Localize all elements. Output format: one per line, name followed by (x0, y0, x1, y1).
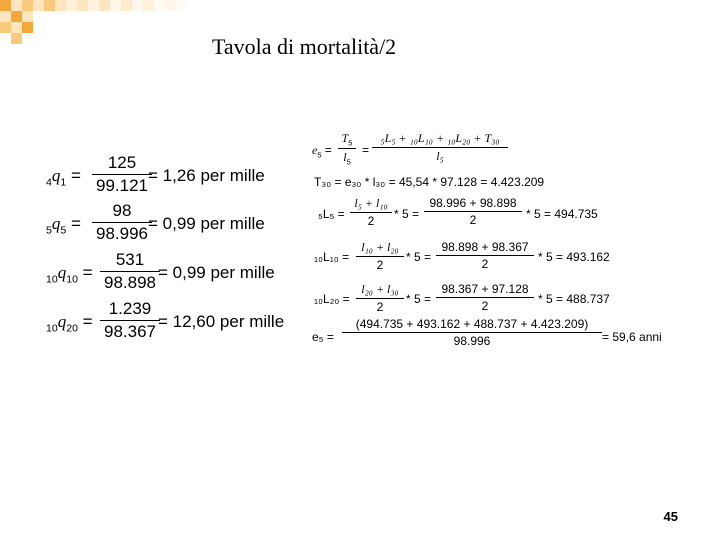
l10-fraction-1: l₁₀ + l₂₀ 2 (356, 240, 404, 272)
slide-title: Tavola di mortalità/2 (212, 34, 397, 59)
l20-result: * 5 = 488.737 (538, 292, 610, 306)
q-result: = 0,99 per mille (148, 214, 265, 233)
corner-decoration (0, 0, 200, 50)
l5-result: * 5 = 494.735 (526, 207, 598, 221)
q-fraction: 98 98.996 (92, 201, 152, 244)
page-number: 45 (663, 509, 678, 524)
l5-fraction-1: l₅ + l₁₀ 2 (350, 196, 392, 228)
e5-fraction-2: ₅L₅ + ₁₀L₁₀ + ₁₀L₂₀ + T₃₀ l₅ (372, 131, 508, 164)
l5-lhs: ₅L₅ = (318, 207, 345, 221)
q-fraction: 125 99.121 (92, 153, 152, 196)
q-symbol: $_5q_5$ = (46, 214, 81, 237)
q-symbol: $_{10}q_{10}$ = (46, 263, 93, 286)
l20-lhs: ₁₀L₂₀ = (314, 292, 350, 306)
l10-fraction-2: 98.898 + 98.367 2 (436, 240, 534, 271)
q-fraction: 1.239 98.367 (100, 299, 160, 342)
e5-value-lhs: e₅ = (312, 330, 334, 344)
l20-fraction-2: 98.367 + 97.128 2 (436, 282, 534, 313)
q-fraction: 531 98.898 (100, 250, 160, 293)
l20-fraction-1: l₂₀ + l₃₀ 2 (356, 282, 404, 314)
l5-fraction-2: 98.996 + 98.898 2 (424, 196, 522, 227)
e5-fraction-1: $T_5$ $l_5$ (338, 131, 356, 167)
q-result: = 12,60 per mille (158, 312, 285, 331)
t30-formula: T₃₀ = e₃₀ * l₃₀ = 45,54 * 97.128 = 4.423.209 (314, 175, 545, 189)
l10-result: * 5 = 493.162 (538, 250, 610, 264)
e5-value-fraction: (494.735 + 493.162 + 488.737 + 4.423.209) 98.996 (342, 317, 602, 348)
q-result: = 0,99 per mille (158, 263, 275, 282)
q-result: = 1,26 per mille (148, 166, 265, 185)
q-symbol: $_{10}q_{20}$ = (46, 312, 93, 335)
l10-lhs: ₁₀L₁₀ = (314, 250, 350, 264)
e5-lhs: $e_5$ = (312, 143, 332, 160)
e5-value-result: = 59,6 anni (602, 330, 662, 344)
q-symbol: $_4q_1$ = (46, 166, 81, 189)
